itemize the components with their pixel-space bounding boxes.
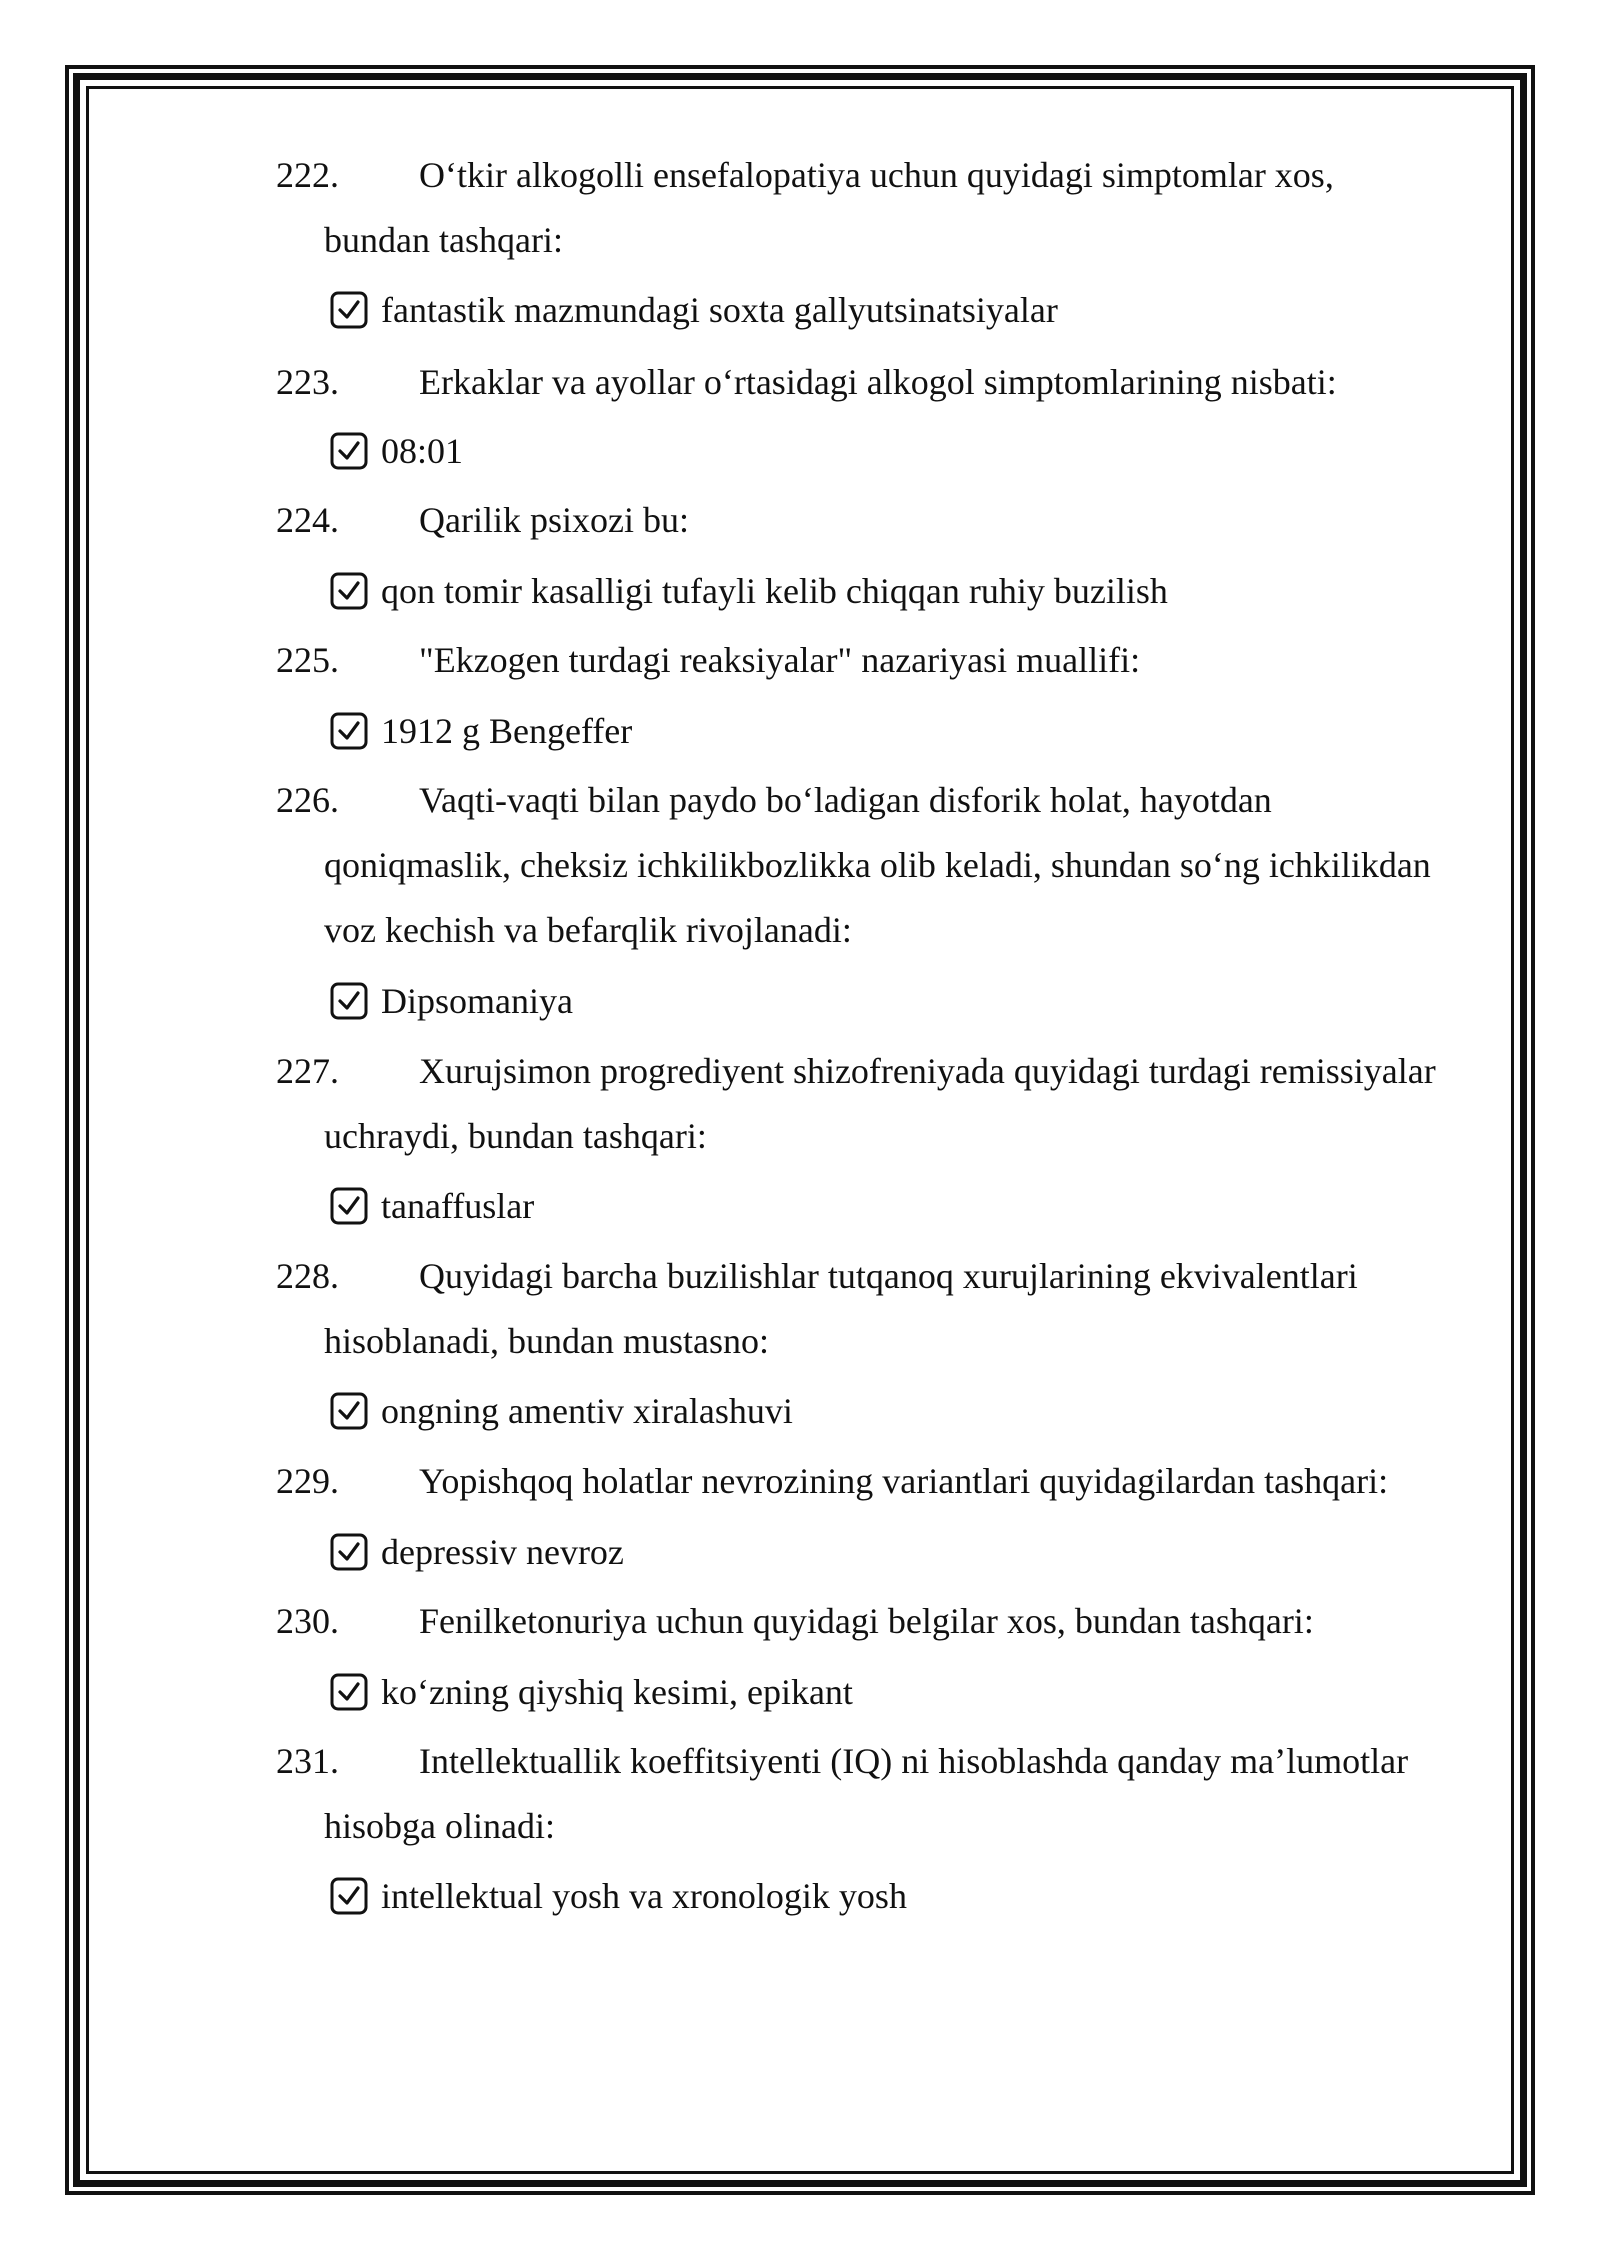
question-number: 228. [276, 1256, 339, 1296]
answer-222 [330, 285, 1058, 335]
answer-230 [330, 1667, 853, 1717]
question-222 [276, 143, 1486, 273]
answer-231 [330, 1871, 907, 1921]
answer-text: tanaffuslar [381, 1186, 535, 1226]
question-text: Vaqti-vaqti bilan paydo bo‘ladigan disforik holat, hayotdan [419, 780, 1272, 820]
checked-box-icon [330, 1187, 368, 1225]
checked-box-icon [330, 712, 368, 750]
question-223 [276, 350, 1486, 415]
question-text: Qarilik psixozi bu: [419, 500, 689, 540]
answer-text: 08:01 [381, 431, 464, 471]
question-text-continued: uchraydi, bundan tashqari: [324, 1116, 707, 1156]
answer-text: ongning amentiv xiralashuvi [381, 1391, 793, 1431]
checked-box-icon [330, 432, 368, 470]
question-number: 226. [276, 780, 339, 820]
answer-229 [330, 1527, 624, 1577]
question-text-continued: bundan tashqari: [324, 220, 563, 260]
answer-225 [330, 706, 632, 756]
answer-text: depressiv nevroz [381, 1532, 624, 1572]
answer-226 [330, 976, 573, 1026]
question-text: Yopishqoq holatlar nevrozining variantlari quyidagilardan tashqari: [419, 1461, 1389, 1501]
question-227 [276, 1039, 1486, 1169]
question-number: 222. [276, 155, 339, 195]
question-text: Intellektuallik koeffitsiyenti (IQ) ni hisoblashda qanday ma’lumotlar [419, 1741, 1409, 1781]
answer-text: ko‘zning qiyshiq kesimi, epikant [381, 1672, 853, 1712]
question-226 [276, 768, 1486, 963]
question-number: 224. [276, 500, 339, 540]
checked-box-icon [330, 982, 368, 1020]
question-text: Erkaklar va ayollar o‘rtasidagi alkogol simptomlarining nisbati: [419, 362, 1337, 402]
question-number: 227. [276, 1051, 339, 1091]
question-number: 230. [276, 1601, 339, 1641]
question-number: 231. [276, 1741, 339, 1781]
question-text-continued: hisoblanadi, bundan mustasno: [324, 1321, 769, 1361]
question-231 [276, 1729, 1486, 1859]
question-number: 223. [276, 362, 339, 402]
question-text-continued: qoniqmaslik, cheksiz ichkilikbozlikka olib keladi, shundan so‘ng ichkilikdan [324, 845, 1431, 885]
question-text: Quyidagi barcha buzilishlar tutqanoq xurujlarining ekvivalentlari [419, 1256, 1358, 1296]
answer-text: 1912 g Bengeffer [381, 711, 633, 751]
checked-box-icon [330, 1673, 368, 1711]
question-229 [276, 1449, 1486, 1514]
question-number: 229. [276, 1461, 339, 1501]
answer-text: intellektual yosh va xronologik yosh [381, 1876, 907, 1916]
answer-227 [330, 1181, 534, 1231]
answer-text: fantastik mazmundagi soxta gallyutsinatsiyalar [381, 290, 1058, 330]
question-text: Fenilketonuriya uchun quyidagi belgilar xos, bundan tashqari: [419, 1601, 1314, 1641]
question-text: "Ekzogen turdagi reaksiyalar" nazariyasi muallifi: [419, 640, 1141, 680]
checked-box-icon [330, 572, 368, 610]
answer-223 [330, 426, 463, 476]
answer-text: Dipsomaniya [381, 981, 573, 1021]
question-224 [276, 488, 1486, 553]
question-text: Xurujsimon progrediyent shizofreniyada quyidagi turdagi remissiyalar [419, 1051, 1436, 1091]
question-number: 225. [276, 640, 339, 680]
checked-box-icon [330, 1533, 368, 1571]
question-228 [276, 1244, 1486, 1374]
question-225 [276, 628, 1486, 693]
answer-text: qon tomir kasalligi tufayli kelib chiqqan ruhiy buzilish [381, 571, 1168, 611]
question-text-continued: voz kechish va befarqlik rivojlanadi: [324, 910, 852, 950]
answer-228 [330, 1386, 793, 1436]
checked-box-icon [330, 1877, 368, 1915]
question-230 [276, 1589, 1486, 1654]
answer-224 [330, 566, 1168, 616]
checked-box-icon [330, 1392, 368, 1430]
question-text-continued: hisobga olinadi: [324, 1806, 555, 1846]
checked-box-icon [330, 291, 368, 329]
question-text: O‘tkir alkogolli ensefalopatiya uchun quyidagi simptomlar xos, [419, 155, 1334, 195]
